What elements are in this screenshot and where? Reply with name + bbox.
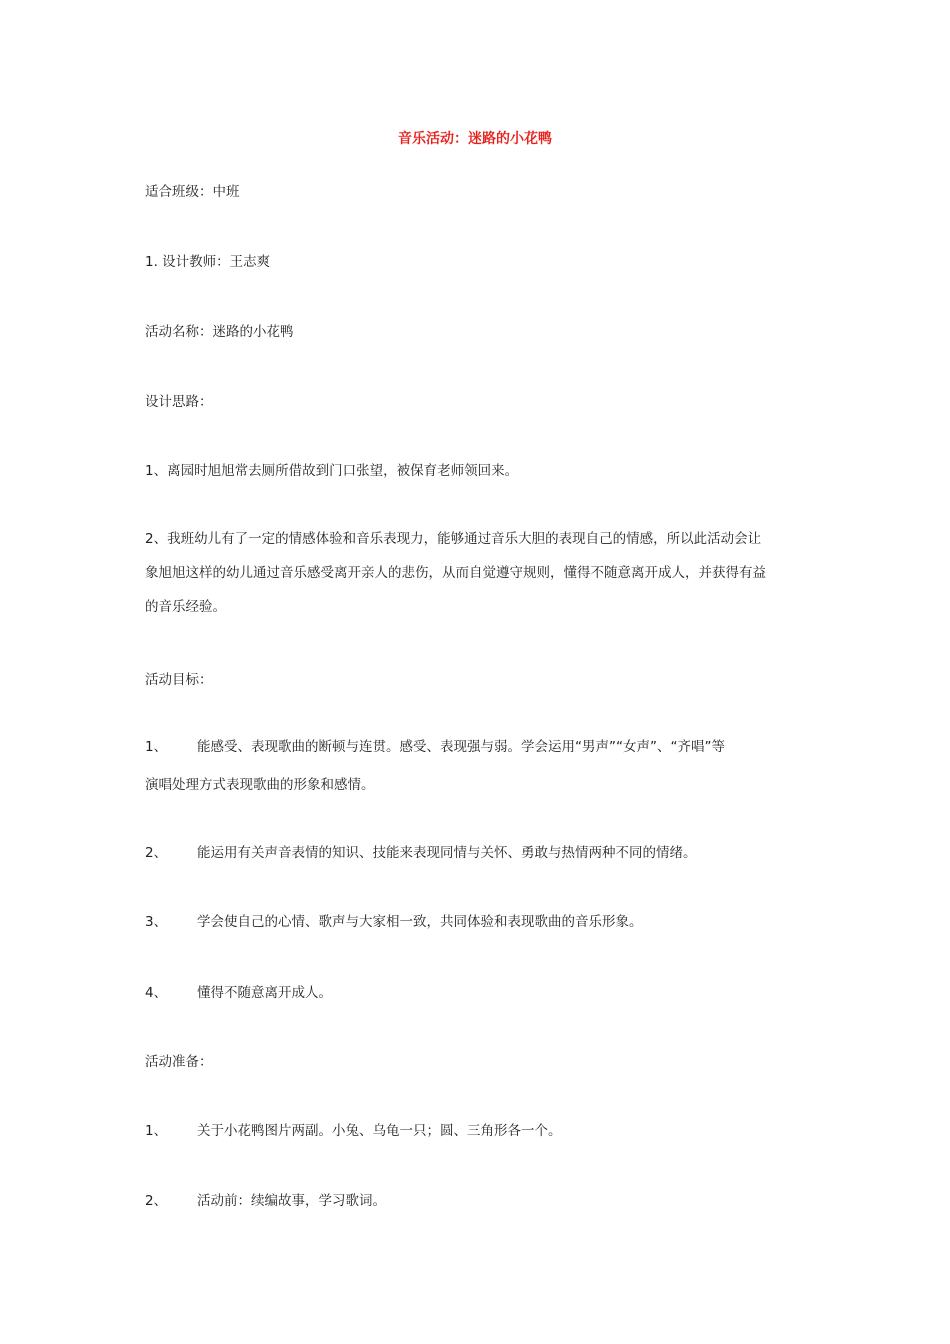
design-item-2-line: 2、我班幼儿有了一定的情感体验和音乐表现力，能够通过音乐大胆的表现自己的情感，所以此活动会让 [145,531,762,547]
goal-text-continued: 演唱处理方式表现歌曲的形象和感情。 [145,777,375,793]
prep-item-2 [145,1191,386,1211]
goal-number: 2、 [145,845,168,861]
goal-text: 能感受、表现歌曲的断顿与连贯。感受、表现强与弱。学会运用“男声”“女声”、“齐唱”等 [197,739,725,755]
teacher-line: 1. 设计教师：王志爽 [145,254,271,270]
goal-number: 3、 [145,914,168,930]
design-item-2-line: 象旭旭这样的幼儿通过音乐感受离开亲人的悲伤，从而自觉遵守规则，懂得不随意离开成人，并获得有益 [145,565,766,581]
design-item-1: 1、离园时旭旭常去厕所借故到门口张望，被保育老师领回来。 [145,463,519,479]
activity-name-line: 活动名称：迷路的小花鸭 [145,324,294,340]
goal-number: 1、 [145,739,168,755]
goal-item-1 [145,728,725,804]
prep-text: 活动前：续编故事，学习歌词。 [197,1193,386,1209]
goal-text: 学会使自己的心情、歌声与大家相一致，共同体验和表现歌曲的音乐形象。 [197,914,643,930]
design-heading: 设计思路： [145,394,213,410]
class-line: 适合班级：中班 [145,184,240,200]
goal-text: 懂得不随意离开成人。 [197,985,332,1001]
prep-item-1 [145,1121,562,1141]
goals-heading: 活动目标： [145,672,213,688]
prep-number: 2、 [145,1193,168,1209]
design-item-2 [145,522,807,624]
design-item-2-line: 的音乐经验。 [145,599,226,615]
goal-item-4 [145,983,332,1003]
prep-number: 1、 [145,1123,168,1139]
goal-item-3 [145,912,643,932]
prep-heading: 活动准备： [145,1054,213,1070]
goal-text: 能运用有关声音表情的知识、技能来表现同情与关怀、勇敢与热情两种不同的情绪。 [197,845,697,861]
goal-number: 4、 [145,985,168,1001]
goal-item-2 [145,843,697,863]
prep-text: 关于小花鸭图片两副。小兔、乌龟一只；圆、三角形各一个。 [197,1123,562,1139]
document-title: 音乐活动：迷路的小花鸭 [398,131,552,147]
